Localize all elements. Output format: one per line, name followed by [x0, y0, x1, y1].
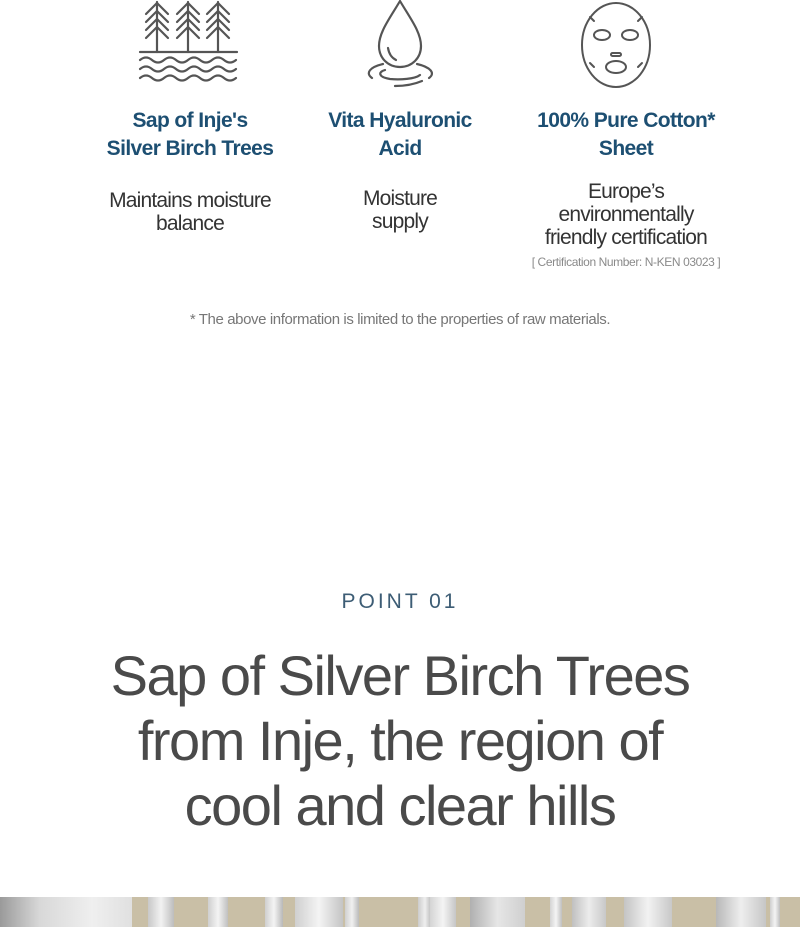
feature-title-line: Sheet [598, 137, 654, 160]
feature-desc-line: Moisture [362, 187, 438, 210]
point-headline [0, 643, 800, 838]
feature-title-line: Silver Birch Trees [106, 137, 274, 160]
feature-desc-line: Europe’s [587, 180, 665, 203]
headline-line: Sap of Silver Birch Trees [110, 644, 690, 707]
feature-desc-line: balance [156, 212, 224, 235]
feature-title-line: Vita Hyaluronic [328, 109, 472, 132]
feature-desc [300, 187, 500, 233]
face-mask-icon [580, 0, 652, 90]
feature-title-line: Acid [378, 137, 422, 160]
headline-line: cool and clear hills [184, 774, 616, 837]
point-label: POINT 01 [341, 590, 459, 613]
feature-birch-sap [80, 107, 300, 235]
disclaimer-note: * The above information is limited to the properties of raw materials. [189, 311, 611, 328]
feature-desc [510, 180, 742, 249]
feature-title-line: Sap of Inje's [132, 109, 248, 132]
feature-hyaluronic-acid [300, 107, 500, 233]
feature-desc-line: supply [372, 210, 428, 233]
headline-line: from Inje, the region of [137, 709, 663, 772]
feature-desc-line: environmentally [558, 203, 694, 226]
feature-desc-line: friendly certification [544, 226, 708, 249]
feature-desc [80, 189, 300, 235]
feature-title-line: 100% Pure Cotton* [537, 109, 715, 132]
feature-desc-line: Maintains moisture [109, 189, 271, 212]
feature-cotton-sheet [510, 107, 742, 269]
feature-title [80, 107, 300, 163]
water-drop-icon [360, 0, 440, 92]
birch-forest-photo [0, 897, 800, 927]
feature-title [300, 107, 500, 163]
feature-title [510, 107, 742, 163]
certification-number: [ Certification Number: N-KEN 03023 ] [531, 255, 721, 269]
forest-water-icon [138, 0, 240, 88]
